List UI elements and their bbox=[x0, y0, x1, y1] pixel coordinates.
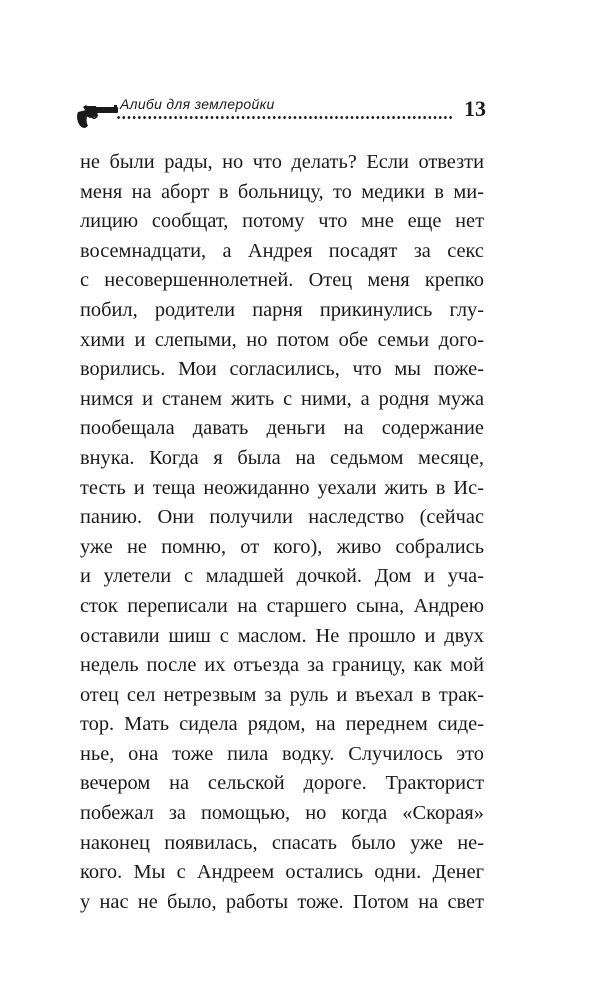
text-line: недель после их отъезда за границу, как мой bbox=[80, 654, 484, 677]
page-number: 13 bbox=[464, 96, 486, 121]
text-line: отец сел нетрезвым за руль и въехал в трак- bbox=[80, 683, 484, 706]
text-line: внука. Когда я была на седьмом месяце, bbox=[80, 446, 484, 469]
running-header bbox=[76, 94, 486, 134]
text-line: нье, она тоже пила водку. Случилось это bbox=[80, 742, 484, 765]
text-line: оставили шиш с маслом. Не прошло и двух bbox=[80, 624, 484, 647]
dotted-leader bbox=[116, 115, 454, 121]
body-text bbox=[80, 148, 484, 917]
text-line: кого. Мы с Андреем остались одни. Денег bbox=[80, 861, 484, 884]
text-line: не были рады, но что делать? Если отвезти bbox=[80, 151, 484, 173]
text-line: панию. Они получили наследство (сейчас bbox=[80, 506, 484, 529]
text-line: уже не помню, от кого), живо собрались bbox=[80, 535, 484, 558]
text-line: с несовершеннолетней. Отец меня крепко bbox=[80, 269, 484, 292]
text-line: вечером на сельской дороге. Тракторист bbox=[80, 772, 484, 795]
text-line: тесть и теща неожиданно уехали жить в Ис- bbox=[80, 476, 484, 499]
revolver-icon bbox=[76, 104, 118, 130]
text-line: восемнадцати, а Андрея посадят за секс bbox=[80, 239, 484, 262]
text-line: нимся и станем жить с ними, а родня мужа bbox=[80, 387, 484, 410]
text-line: ворились. Мои согласились, что мы поже- bbox=[80, 358, 484, 381]
text-line: наконец появилась, спасать было уже не- bbox=[80, 831, 484, 854]
text-line: и улетели с младшей дочкой. Дом и уча- bbox=[80, 565, 484, 588]
text-line: побежал за помощью, но когда «Скорая» bbox=[80, 802, 484, 825]
text-line: у нас не было, работы тоже. Потом на свет bbox=[80, 890, 484, 913]
text-line: пообещала давать деньги на содержание bbox=[80, 417, 484, 440]
text-line: лицию сообщат, потому что мне еще нет bbox=[80, 210, 484, 233]
text-line: побил, родители парня прикинулись глу- bbox=[80, 298, 484, 321]
text-line: меня на аборт в больницу, то медики в ми- bbox=[80, 180, 484, 203]
text-line: сток переписали на старшего сына, Андрею bbox=[80, 594, 484, 617]
text-line: тор. Мать сидела рядом, на переднем сиде- bbox=[80, 713, 484, 736]
text-line: хими и слепыми, но потом обе семьи дого- bbox=[80, 328, 484, 351]
book-title: Алиби для землеройки bbox=[120, 96, 275, 112]
